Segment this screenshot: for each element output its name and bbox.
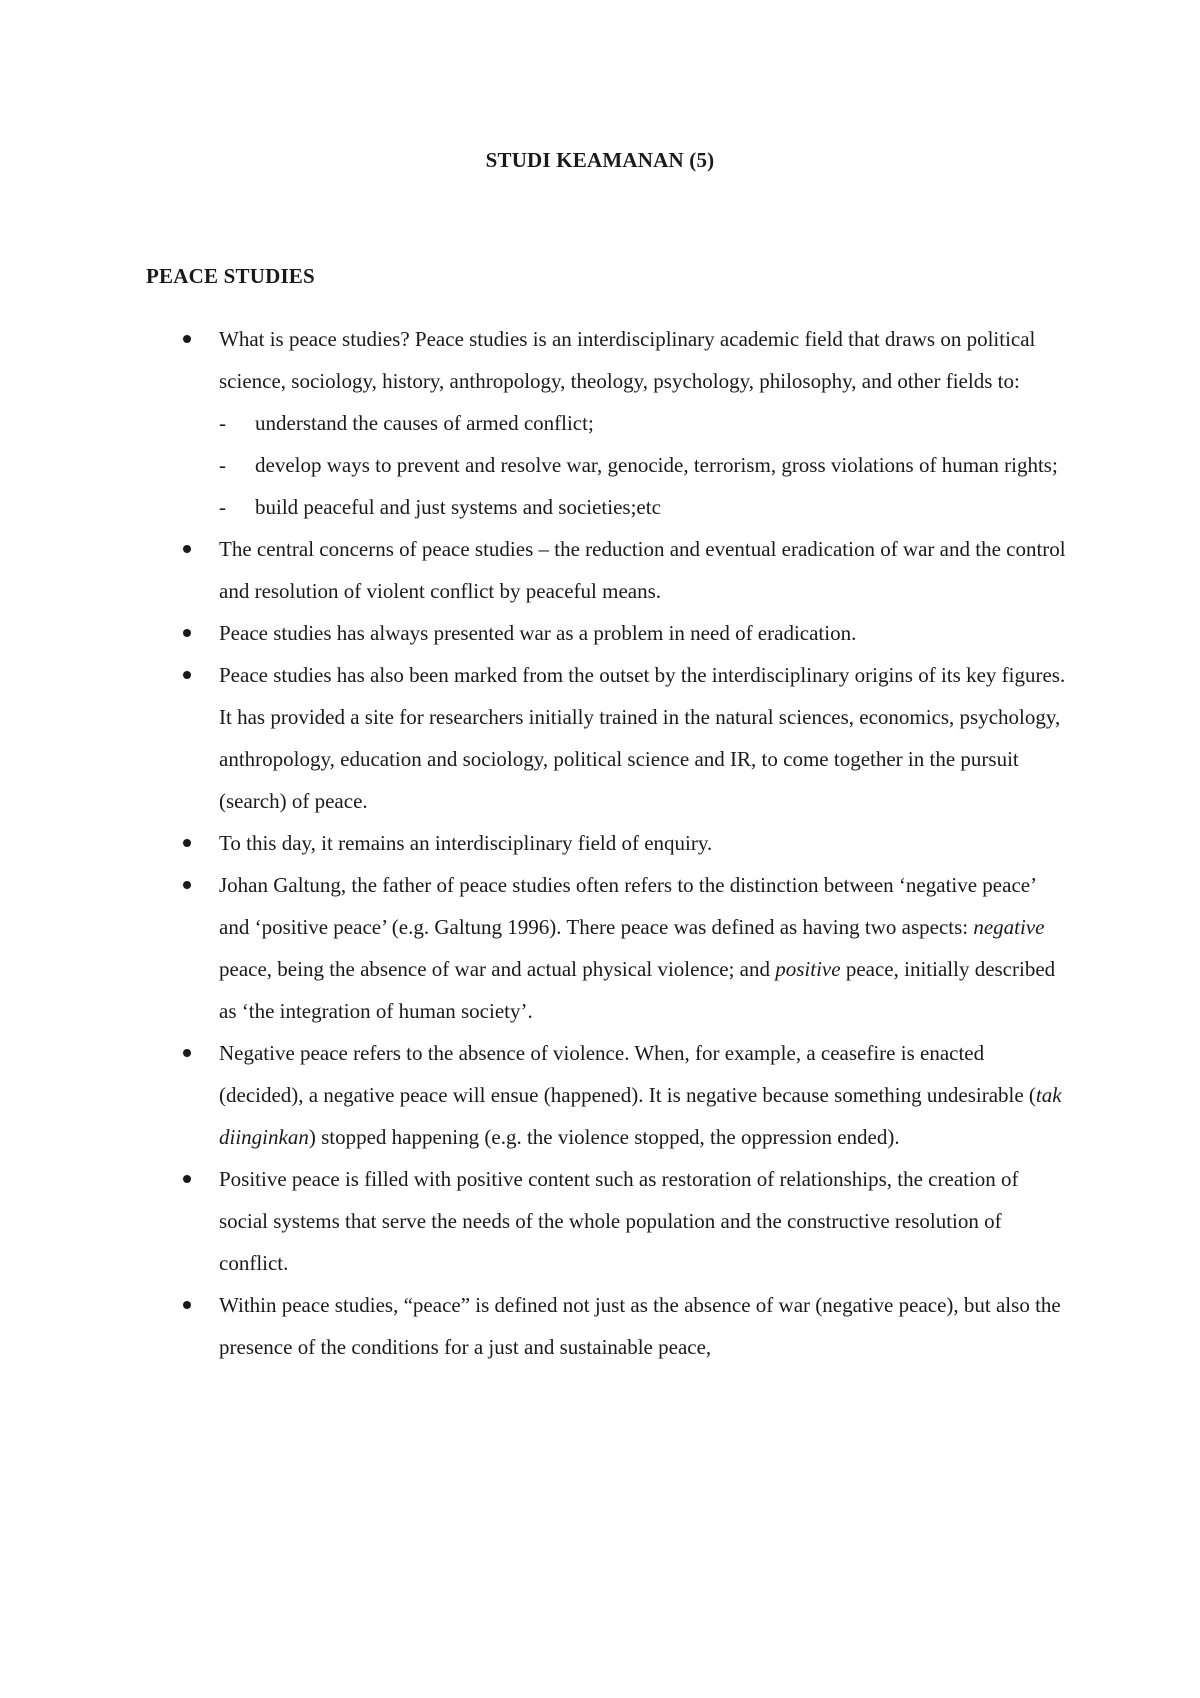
list-item	[146, 654, 1066, 822]
sub-item-text: understand the causes of armed conflict;	[255, 411, 594, 435]
emphasis-positive: positive	[775, 957, 841, 981]
bullet-icon	[183, 629, 191, 637]
emphasis-tak-diinginkan: tak diinginkan	[219, 1083, 1062, 1149]
list-item	[146, 864, 1066, 1032]
bullet-text: Within peace studies, “peace” is defined not just as the absence of war (negative peace), but also the presence of the conditions for a just and sustainable peace,	[219, 1293, 1061, 1359]
bullet-icon	[183, 335, 191, 343]
dash-icon: -	[219, 411, 226, 435]
bullet-icon	[183, 545, 191, 553]
bullet-icon	[183, 881, 191, 889]
section-heading: PEACE STUDIES	[146, 264, 315, 288]
dash-icon: -	[219, 495, 226, 519]
list-item	[146, 1158, 1066, 1284]
document-title: STUDI KEAMANAN (5)	[485, 148, 715, 172]
bullet-icon	[183, 1049, 191, 1057]
sub-list-item	[219, 402, 1066, 444]
sub-list-item	[219, 486, 1066, 528]
bullet-text: What is peace studies? Peace studies is an interdisciplinary academic field that draws on political science, sociology, history, anthropology, theology, psychology, philosophy, and other fields to:	[219, 327, 1036, 393]
bullet-icon	[183, 1301, 191, 1309]
bullet-text: The central concerns of peace studies – the reduction and eventual eradication of war and the control and resolution of violent conflict by peaceful means.	[219, 537, 1066, 603]
emphasis-negative: negative	[973, 915, 1045, 939]
dash-icon: -	[219, 453, 226, 477]
bullet-text-part: peace, initially described as ‘the integration of human society’.	[219, 957, 1056, 1023]
list-item	[146, 1284, 1066, 1368]
bullet-icon	[183, 839, 191, 847]
sub-list-item	[219, 444, 1066, 486]
bullet-text: Peace studies has also been marked from the outset by the interdisciplinary origins of its key figures. It has provided a site for researchers initially trained in the natural sciences, economics, psychology, anthropology, education and sociology, political science and IR, to come together in the pursuit (search) of peace.	[219, 663, 1066, 813]
bullet-text-part: peace, being the absence of war and actual physical violence; and	[219, 957, 776, 981]
bullet-text-part: Johan Galtung, the father of peace studies often refers to the distinction between ‘negative peace’ and ‘positive peace’ (e.g. Galtung 1996). There peace was defined as having two aspects:	[219, 873, 1036, 939]
bullet-list	[146, 318, 1066, 1368]
bullet-text: Positive peace is filled with positive content such as restoration of relationships, the creation of social systems that serve the needs of the whole population and the constructive resolution of conflict.	[219, 1167, 1019, 1275]
sub-list	[219, 402, 1066, 528]
bullet-text: Peace studies has always presented war as a problem in need of eradication.	[219, 621, 857, 645]
list-item	[146, 318, 1066, 528]
bullet-icon	[183, 671, 191, 679]
list-item	[146, 822, 1066, 864]
list-item	[146, 528, 1066, 612]
bullet-text-part: Negative peace refers to the absence of violence. When, for example, a ceasefire is enacted (decided), a negative peace will ensue (happened). It is negative because something undesirable (	[219, 1041, 1036, 1107]
bullet-text-part: ) stopped happening (e.g. the violence stopped, the oppression ended).	[308, 1125, 900, 1149]
bullet-icon	[183, 1175, 191, 1183]
list-item	[146, 1032, 1066, 1158]
bullet-text: To this day, it remains an interdisciplinary field of enquiry.	[219, 831, 713, 855]
sub-item-text: build peaceful and just systems and societies;etc	[255, 495, 661, 519]
list-item	[146, 612, 1066, 654]
sub-item-text: develop ways to prevent and resolve war, genocide, terrorism, gross violations of human rights;	[255, 453, 1058, 477]
